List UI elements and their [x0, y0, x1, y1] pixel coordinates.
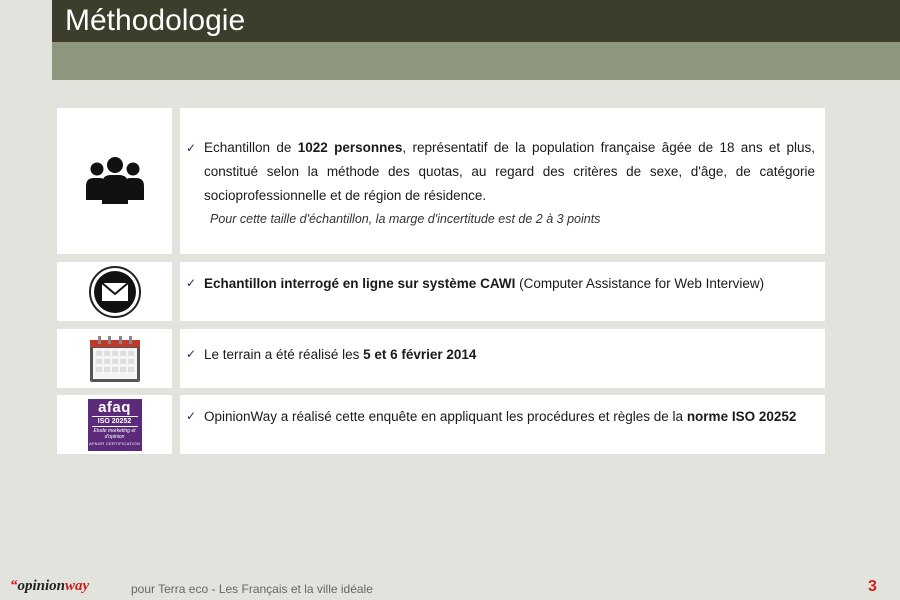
- text-cell: [180, 108, 825, 254]
- footer-caption: pour Terra eco - Les Français et la ville idéale: [131, 582, 373, 596]
- text-cell: [180, 262, 825, 321]
- page-title: Méthodologie: [65, 4, 246, 37]
- method-row-sample: [57, 108, 825, 254]
- text-cell: [180, 395, 825, 454]
- list-item: ✓ Echantillon interrogé en ligne sur système CAWI (Computer Assistance for Web Interview): [180, 275, 825, 292]
- checkmark-icon: ✓: [186, 276, 197, 290]
- method-row-fieldwork: [57, 329, 825, 388]
- group-people-icon: [84, 156, 146, 206]
- method-row-online: [57, 262, 825, 321]
- icon-cell: [57, 395, 172, 454]
- list-item: ✓ Le terrain a été réalisé les 5 et 6 février 2014: [180, 346, 825, 363]
- afaq-certification-logo: afaq ISO 20252 Etude marketing et d'opinion AFNOR CERTIFICATION: [88, 399, 142, 451]
- icon-cell: [57, 329, 172, 388]
- checkmark-icon: ✓: [186, 409, 197, 423]
- title-bar: [52, 0, 900, 42]
- checkmark-icon: ✓: [186, 347, 197, 361]
- opinionway-logo: “opinionway: [10, 578, 90, 594]
- margin-note: Pour cette taille d'échantillon, la marge d'incertitude est de 2 à 3 points: [210, 212, 601, 226]
- checkmark-icon: ✓: [186, 141, 197, 155]
- page-number: 3: [868, 578, 877, 595]
- method-row-iso: [57, 395, 825, 454]
- list-item: ✓ Echantillon de 1022 personnes, représentatif de la population française âgée de 18 ans et plus, constitué selon la méthode des quotas, au regard des critères de sexe, d'âge, de catégorie socioprofessionnelle et de région de résidence.: [180, 136, 825, 208]
- text-cell: [180, 329, 825, 388]
- list-item: ✓ OpinionWay a réalisé cette enquête en appliquant les procédures et règles de la norme ISO 20252: [180, 408, 825, 425]
- envelope-icon: [87, 266, 143, 318]
- icon-cell: [57, 262, 172, 321]
- calendar-icon: [88, 335, 142, 383]
- icon-cell: [57, 108, 172, 254]
- subtitle-band: [52, 42, 900, 80]
